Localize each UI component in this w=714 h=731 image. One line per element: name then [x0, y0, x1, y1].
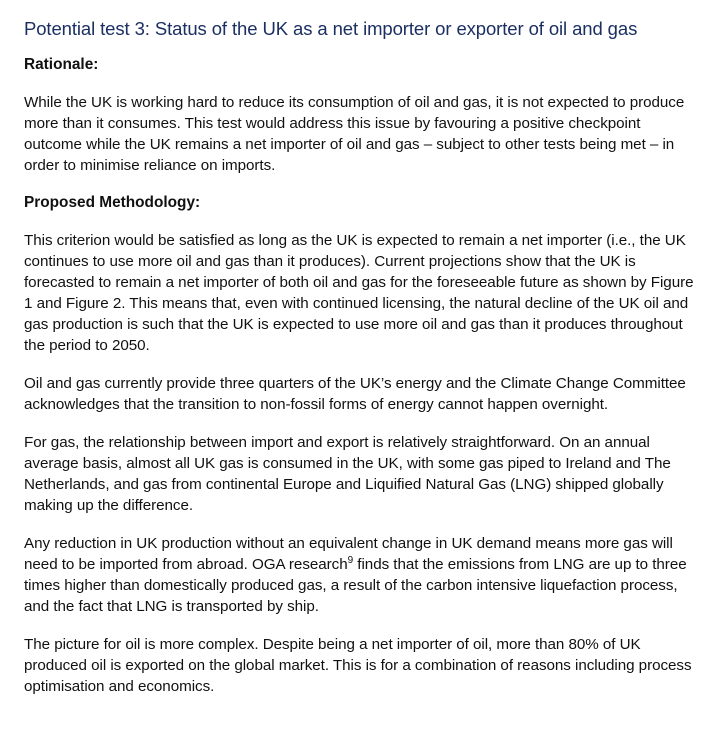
rationale-heading: Rationale: [24, 56, 99, 73]
methodology-paragraph-3: For gas, the relationship between import and export is relatively straightforward. On an annual average basis, almost all UK gas is consumed in the UK, with some gas piped to Ireland and The Netherlands, and gas from continental Europe and Liquified Natural Gas (LNG) shipped globally making up the difference. [24, 434, 671, 514]
section-title: Potential test 3: Status of the UK as a net importer or exporter of oil and gas [24, 18, 638, 39]
methodology-paragraph-4 [24, 533, 696, 617]
rationale-paragraph: While the UK is working hard to reduce its consumption of oil and gas, it is not expected to produce more than it consumes. This test would address this issue by favouring a positive checkpoint outcome while the UK remains a net importer of oil and gas – subject to other tests being met – in order to minimise reliance on imports. [24, 94, 685, 174]
methodology-paragraph-1: This criterion would be satisfied as long as the UK is expected to remain a net importer (i.e., the UK continues to use more oil and gas than it produces). Current projections show that the UK is forecasted to remain a net importer of both oil and gas for the foreseeable future as shown by Figure 1 and Figure 2. This means that, even with continued licensing, the natural decline of the UK oil and gas production is such that the UK is expected to use more oil and gas than it produces throughout the period to 2050. [24, 232, 694, 354]
methodology-paragraph-2: Oil and gas currently provide three quarters of the UK’s energy and the Climate Change Committee acknowledges that the transition to non-fossil forms of energy cannot happen overnight. [24, 375, 686, 413]
paragraph-4-text-after: finds that the emissions from LNG are up to three times higher than domestically produced gas, a result of the carbon intensive liquefaction process, and the fact that LNG is transported by ship. [24, 556, 687, 615]
footnote-marker: 9 [347, 554, 354, 566]
paragraph-4-text-before: Any reduction in UK production without an equivalent change in UK demand means more gas will need to be imported from abroad. OGA research [24, 535, 673, 573]
methodology-heading: Proposed Methodology: [24, 194, 201, 211]
methodology-paragraph-5: The picture for oil is more complex. Despite being a net importer of oil, more than 80% of UK produced oil is exported on the global market. This is for a combination of reasons including process optimisation and economics. [24, 636, 692, 695]
